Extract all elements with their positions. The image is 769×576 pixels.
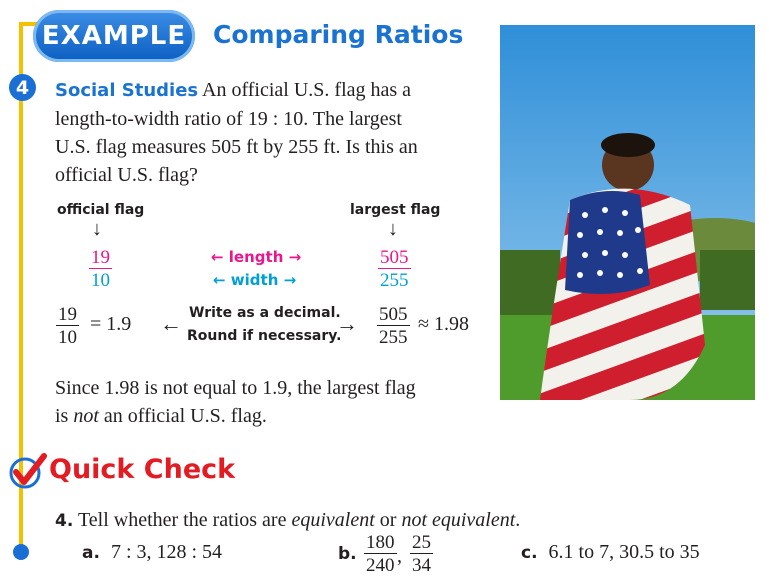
official-decimal-num: 19: [58, 304, 77, 325]
part-b-fraction-2: [410, 533, 433, 575]
largest-decimal-den: 255: [379, 327, 408, 348]
problem-line-2: length-to-width ratio of 19 : 10. The largest: [55, 108, 402, 130]
question-text-post: .: [515, 509, 521, 531]
example-tab-label: EXAMPLE: [41, 21, 187, 51]
question-em-not-equivalent: not equivalent: [401, 509, 516, 531]
largest-ratio-width: 255: [380, 270, 409, 291]
photo-illustration: [500, 25, 755, 400]
part-b-comma: ,: [397, 545, 402, 567]
instruction-right-arrow: →: [336, 311, 358, 336]
largest-flag-label: largest flag: [350, 202, 441, 218]
official-decimal-den: 10: [58, 327, 77, 348]
part-a-label: a.: [82, 543, 100, 563]
conclusion-emphasis: not: [73, 405, 99, 427]
quick-check-heading: Quick Check: [49, 454, 236, 485]
boy-with-flag-photo: [500, 25, 755, 400]
conclusion-line-2-pre: is: [55, 405, 74, 427]
example-number-badge: 4: [9, 74, 36, 101]
largest-decimal-value: ≈ 1.98: [418, 313, 469, 335]
quick-check-question: [55, 509, 520, 532]
official-ratio-width: 10: [91, 270, 110, 291]
check-icon: [8, 452, 48, 492]
question-number: 4.: [55, 511, 74, 531]
length-arrow-label: ← length →: [211, 248, 302, 266]
part-b-fraction-1-den: 240: [366, 555, 395, 576]
problem-lead: Social Studies: [55, 80, 199, 101]
conclusion-text: [55, 374, 485, 430]
width-arrow-label: ← width →: [213, 271, 297, 289]
largest-decimal-num: 505: [379, 304, 408, 325]
problem-line-1: An official U.S. flag has a: [202, 79, 412, 101]
largest-ratio-fraction: [378, 248, 411, 290]
official-decimal-fraction: [56, 305, 79, 347]
problem-line-3: U.S. flag measures 505 ft by 255 ft. Is this an: [55, 136, 418, 158]
question-text-pre: Tell whether the ratios are: [77, 509, 292, 531]
part-c-label: c.: [521, 543, 538, 563]
official-decimal-value: = 1.9: [90, 313, 132, 335]
example-tab: [33, 10, 195, 62]
official-ratio-fraction: [89, 248, 112, 290]
instruction-left-arrow: ←: [160, 311, 182, 336]
part-b-fraction-1: [364, 533, 397, 575]
part-b-fraction-1-num: 180: [366, 532, 395, 553]
part-b-fraction-2-den: 34: [412, 555, 431, 576]
part-b-label: b.: [338, 544, 357, 564]
conclusion-line-1: Since 1.98 is not equal to 1.9, the largest flag: [55, 377, 416, 399]
official-flag-label: official flag: [57, 202, 145, 218]
down-arrow-right: ↓: [388, 218, 398, 240]
largest-ratio-length: 505: [380, 247, 409, 268]
down-arrow-left: ↓: [92, 218, 102, 240]
part-c-text: 6.1 to 7, 30.5 to 35: [548, 541, 700, 563]
question-em-equivalent: equivalent: [291, 509, 375, 531]
question-text-mid: or: [374, 509, 402, 531]
problem-line-4: official U.S. flag?: [55, 164, 198, 186]
page-title: Comparing Ratios: [213, 20, 464, 49]
largest-decimal-fraction: [377, 305, 410, 347]
problem-text: [55, 76, 475, 189]
instruction-line-2: Round if necessary.: [187, 328, 342, 344]
part-c: [521, 541, 700, 564]
official-ratio-length: 19: [91, 247, 110, 268]
rail-end-dot: [13, 544, 29, 560]
instruction-line-1: Write as a decimal.: [189, 305, 341, 321]
part-a-text: 7 : 3, 128 : 54: [110, 541, 223, 563]
conclusion-line-2-post: an official U.S. flag.: [98, 405, 267, 427]
part-a: [82, 541, 222, 564]
part-b-fraction-2-num: 25: [412, 532, 431, 553]
